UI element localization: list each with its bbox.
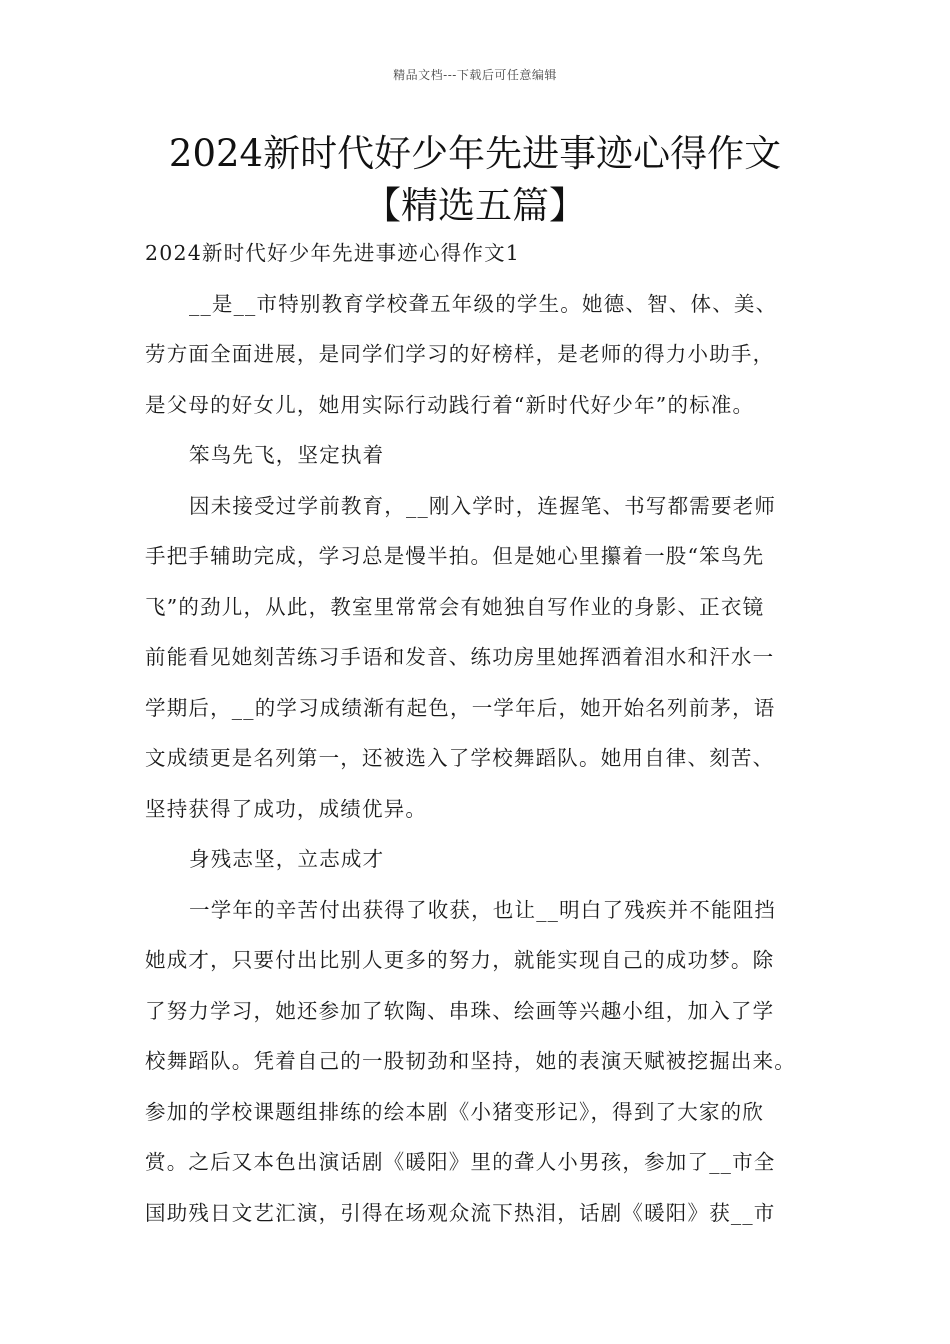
paragraph-line: 国助残日文艺汇演，引得在场观众流下热泪，话剧《暖阳》获__市	[145, 1200, 776, 1225]
paragraph-line: 文成绩更是名列第一，还被选入了学校舞蹈队。她用自律、刻苦、	[145, 746, 775, 770]
paragraph-line: 了努力学习，她还参加了软陶、串珠、绘画等兴趣小组，加入了学	[145, 998, 775, 1023]
document-title	[100, 128, 850, 232]
title-line-1: 2024新时代好少年先进事迹心得作文	[168, 132, 782, 175]
paragraph-line: 参加的学校课题组排练的绘本剧《小猪变形记》，得到了大家的欣	[145, 1099, 765, 1124]
paragraph-line: 前能看见她刻苦练习手语和发音、练功房里她挥洒着泪水和汗水一	[145, 645, 775, 669]
paragraph-line: 校舞蹈队。凭着自己的一股韧劲和坚持，她的表演天赋被挖掘出来。	[145, 1049, 796, 1073]
section-heading: 身残志坚，立志成才	[189, 847, 385, 871]
paragraph-line: __是__市特别教育学校聋五年级的学生。她德、智、体、美、	[189, 291, 778, 316]
paragraph-line: 学期后，__的学习成绩渐有起色，一学年后，她开始名列前茅，语	[145, 695, 776, 720]
paragraph-line: 一学年的辛苦付出获得了收获，也让__明白了残疾并不能阻挡	[189, 897, 777, 922]
document-body	[145, 236, 835, 1246]
paragraph-line: 手把手辅助完成，学习总是慢半拍。但是她心里攥着一股“笨鸟先	[145, 544, 765, 568]
paragraph-line: 她成才，只要付出比别人更多的努力，就能实现自己的成功梦。除	[145, 948, 775, 972]
paragraph-line: 坚持获得了成功，成绩优异。	[145, 796, 428, 821]
paragraph-line: 劳方面全面进展，是同学们学习的好榜样，是老师的得力小助手，	[145, 342, 775, 366]
paragraph-line: 赏。之后又本色出演话剧《暖阳》里的聋人小男孩，参加了__市全	[145, 1150, 776, 1174]
header-note: 精品文档---下载后可任意编辑	[393, 68, 557, 82]
paragraph-line: 因未接受过学前教育，__刚入学时，连握笔、书写都需要老师	[189, 493, 777, 518]
title-line-2: 【精选五篇】	[364, 184, 586, 227]
paragraph-line: 是父母的好女儿，她用实际行动践行着“新时代好少年”的标准。	[145, 392, 755, 417]
paragraph-line: 飞”的劲儿，从此，教室里常常会有她独自写作业的身影、正衣镜	[145, 594, 765, 619]
essay-subtitle: 2024新时代好少年先进事迹心得作文1	[145, 241, 521, 265]
section-heading: 笨鸟先飞，坚定执着	[189, 443, 385, 467]
